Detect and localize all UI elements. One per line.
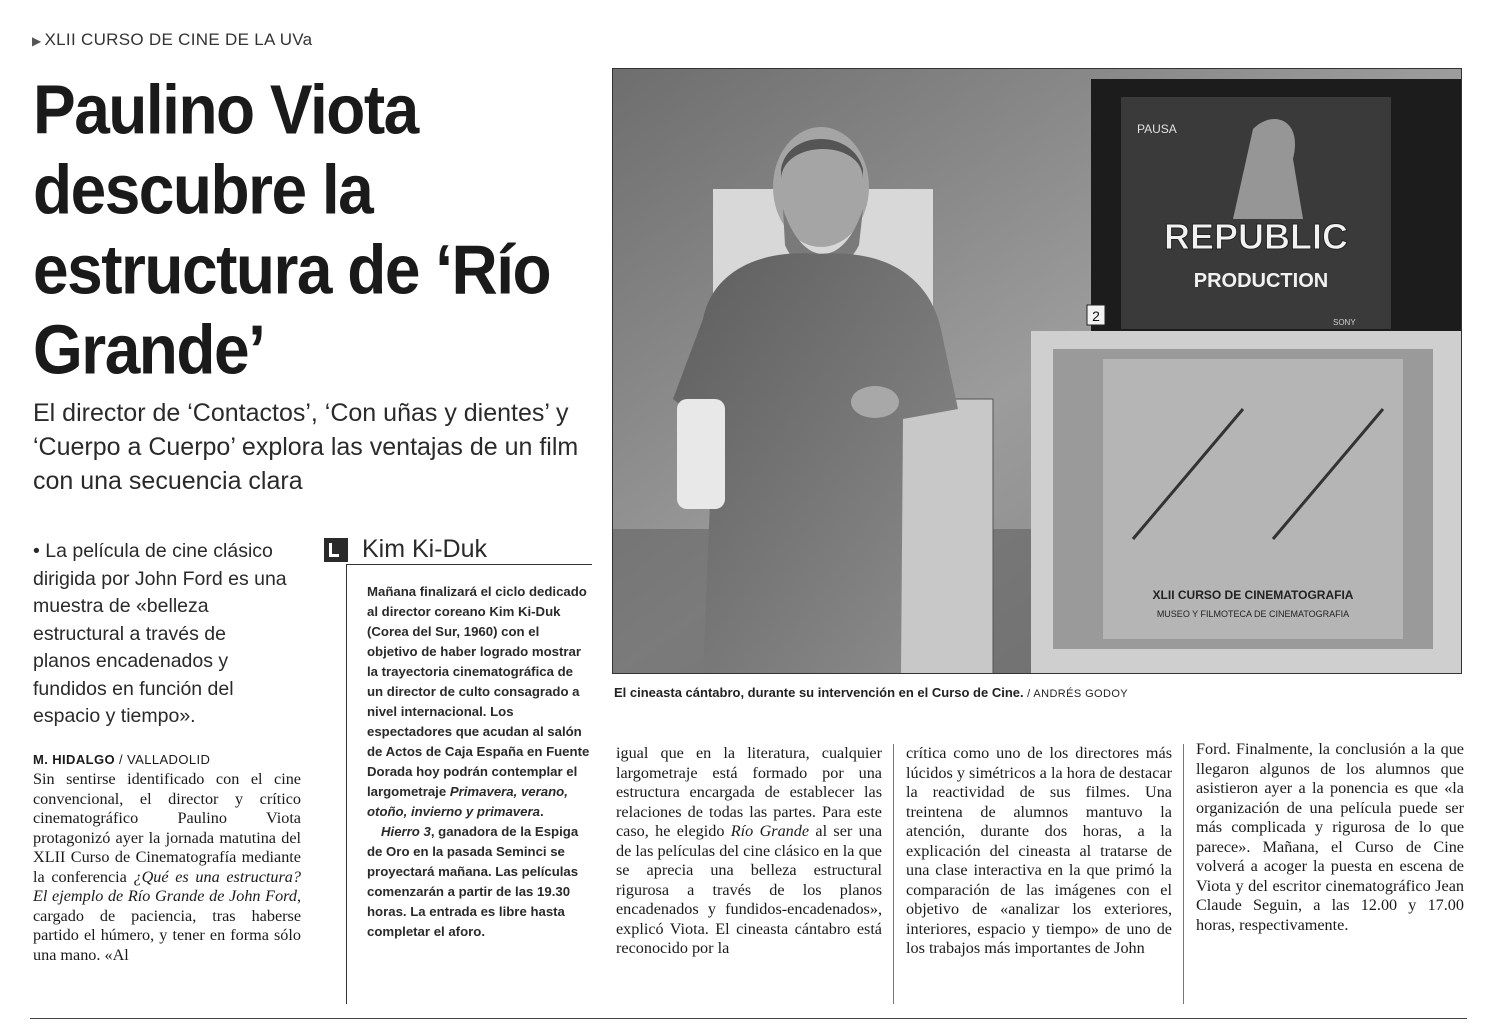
sidebar-title: Kim Ki-Duk	[362, 535, 488, 563]
section-label: ▶ XLII CURSO DE CINE DE LA UVa	[32, 30, 313, 49]
photo-credit: / ANDRÉS GODOY	[1023, 688, 1129, 700]
byline-location: VALLADOLID	[127, 752, 211, 767]
arm-cast	[677, 399, 725, 509]
sidebar-left-rule	[346, 564, 347, 1004]
subheadline: El director de ‘Contactos’, ‘Con uñas y dientes’ y ‘Cuerpo a Cuerpo’ explora las ventajas de un film con una secuencia clara	[33, 399, 579, 495]
headline: Paulino Viota descubre la estructura de ‘Río Grande’	[33, 71, 551, 389]
tv-logo-text: REPUBLIC	[1163, 216, 1349, 257]
body-column-1: Sin sentirse identificado con el cine convencional, el director y crítico cinematográfico Paulino Viota protagonizó ayer la jornada matutina del XLII Curso de Cinematografía mediante la conferencia ¿Qué es una estructura? El ejemplo de Río Grande de John Ford, cargado de paciencia, tras haberse partido el húmero, y tener en forma sólo una mano. «Al	[33, 770, 301, 964]
body-column-4: Ford. Finalmente, la conclusión a la que llegaron algunos de los alumnos que asistieron ayer a la ponencia es que «la organización de una película puede ser más complicada y rigurosa de lo que parece». Mañana, el Curso de Cine volverá a acoger la puesta en escena de Viota y del escritor cinematográfico Jean Claude Seguin, a las 12.00 y 17.00 horas, respectivamente.	[1196, 740, 1464, 934]
sidebar-paragraph-1: Mañana finalizará el ciclo dedicado al director coreano Kim Ki-Duk (Corea del Sur, 1960) con el objetivo de haber logrado mostrar la trayectoria cinematográfica de un director de culto consagrado a nivel internacional. Los espectadores que acudan al salón de Actos de Caja España en Fuente Dorada hoy podrán contemplar el largometraje Primavera, verano, otoño, invierno y primavera.	[367, 584, 590, 819]
triangle-icon: ▶	[32, 34, 42, 48]
sidebar-header	[324, 535, 487, 564]
channel-number: 2	[1092, 308, 1100, 324]
film-title: Río Grande	[730, 822, 810, 840]
poster-text-2: MUSEO Y FILMOTECA DE CINEMATOGRAFIA	[1156, 609, 1350, 619]
person-hand	[851, 386, 899, 418]
section-marker-icon	[324, 538, 348, 562]
byline-separator: /	[115, 752, 128, 767]
tv-sub-text: PRODUCTION	[1193, 270, 1329, 292]
body-column-2: igual que en la literatura, cualquier largometraje está formado por una estructura encargada de establecer las relaciones de todas las partes. Para este caso, he elegido Río Grande al ser una de las películas del cine clásico en la que se aprecia una belleza estructural rigurosa a través de los planos encadenados y fundidos-encadenados», explicó Viota. El cineasta cántabro está reconocido por la	[616, 744, 883, 957]
tv-top-text: PAUSA	[1137, 122, 1177, 136]
byline	[33, 752, 210, 767]
body-column-3: crítica como uno de los directores más lúcidos y simétricos a la hora de destacar la reactividad de sus filmes. Una treintena de alumnos mantuvo la atención, durante dos horas, a la explicación del cineasta al tratarse de una clase interactiva en la que primó la comparación de las imágenes con el objetivo de «analizar los exteriores, interiores, espacio y tiempo» de uno de los trabajos más importantes de John	[906, 744, 1172, 957]
column-rule	[893, 744, 894, 1004]
column-rule	[1183, 744, 1184, 1004]
byline-author: M. HIDALGO	[33, 752, 115, 767]
lead-summary: • La película de cine clásico dirigida por John Ford es una muestra de «belleza estructural a través de planos encadenados y fundidos en función del espacio y tiempo».	[33, 540, 287, 727]
article-photo	[612, 68, 1462, 674]
sidebar-body	[367, 582, 590, 942]
poster-text: XLII CURSO DE CINEMATOGRAFIA	[1152, 588, 1354, 602]
sidebar-paragraph-2: Hierro 3, ganadora de la Espiga de Oro en la pasada Seminci se proyectará mañana. Las películas comenzarán a partir de las 19.30 horas. La entrada es libre hasta completar el aforo.	[367, 824, 579, 939]
photo-caption: El cineasta cántabro, durante su intervención en el Curso de Cine. / ANDRÉS GODOY	[614, 685, 1129, 700]
sidebar-top-rule	[346, 564, 592, 565]
photo-illustration	[613, 69, 1461, 673]
conference-title: ¿Qué es una estructura? El ejemplo de Río Grande de John Ford	[33, 867, 301, 905]
page-bottom-rule	[30, 1018, 1467, 1019]
tv-brand: SONY	[1333, 318, 1356, 327]
